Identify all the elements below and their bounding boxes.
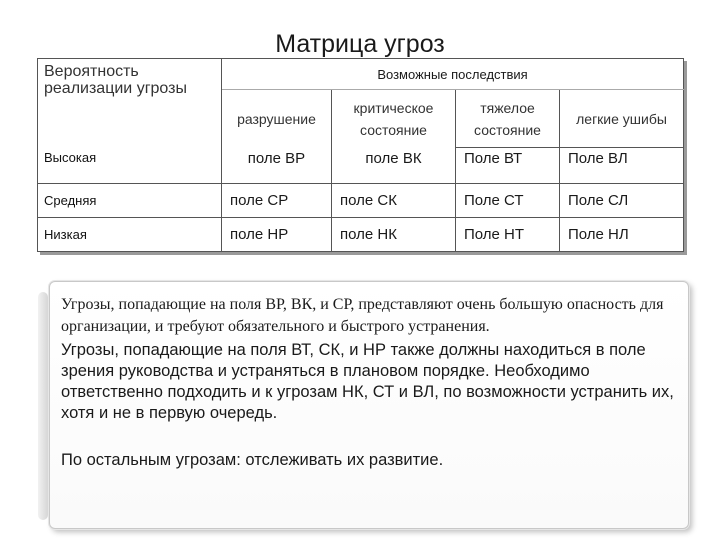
table-cell: поле НР xyxy=(222,218,332,252)
table-cell: поле ВК xyxy=(332,148,456,184)
column-header: легкие ушибы xyxy=(560,90,684,148)
note-paragraph-planned: Угрозы, попадающие на поля ВТ, СК, и НР также должны находиться в поле зрения руководства и устраняться в плановом порядке. Необходимо ответственно подходить и к угрозам НК, СТ и ВЛ, по возможности устранить их, хотя и не в первую очередь. xyxy=(61,341,674,422)
column-header: разрушение xyxy=(222,90,332,148)
threat-matrix-table xyxy=(37,58,684,252)
note-paragraph-critical: Угрозы, попадающие на поля ВР, ВК, и СР, представляют очень большую опасность для организации, и требуют обязательного и быстрого устранения. xyxy=(61,296,664,335)
note-paragraph-monitor: По остальным угрозам: отслеживать их развитие. xyxy=(61,451,444,469)
table-cell: поле НК xyxy=(332,218,456,252)
table-cell: поле СК xyxy=(332,184,456,218)
table-cell: Поле ВЛ xyxy=(560,148,684,184)
column-header: тяжелое состояние xyxy=(456,90,560,148)
table-cell: Поле СЛ xyxy=(560,184,684,218)
table-cell: поле СР xyxy=(222,184,332,218)
table-row xyxy=(38,148,684,184)
table-cell: Поле СТ xyxy=(456,184,560,218)
note-box-edge xyxy=(38,292,48,520)
table-cell: Поле ВТ xyxy=(456,148,560,184)
table-row xyxy=(38,184,684,218)
column-header: критическое состояние xyxy=(332,90,456,148)
row-label: Низкая xyxy=(38,218,222,252)
table-cell: Поле НЛ xyxy=(560,218,684,252)
table-row xyxy=(38,218,684,252)
page-title: Матрица угроз xyxy=(275,30,445,58)
table-cell: поле ВР xyxy=(222,148,332,184)
table-cell: Поле НТ xyxy=(456,218,560,252)
consequences-header: Возможные последствия xyxy=(222,59,684,90)
row-label: Средняя xyxy=(38,184,222,218)
row-label: Высокая xyxy=(38,148,222,184)
probability-header: Вероятность реализации угрозы xyxy=(38,59,222,148)
note-box xyxy=(49,281,689,529)
